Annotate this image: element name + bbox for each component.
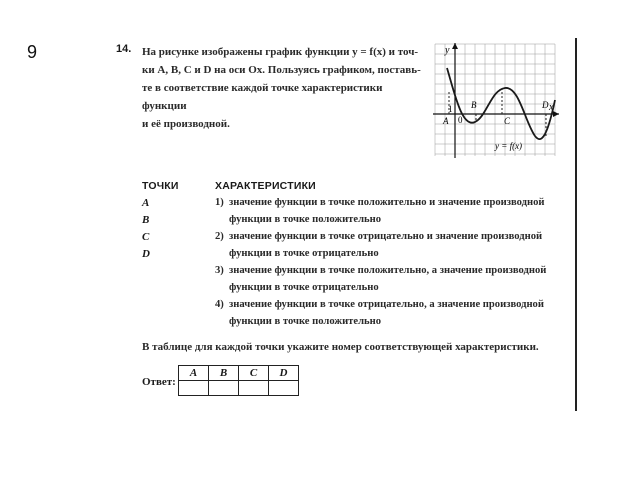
characteristic-4 (215, 296, 570, 330)
answer-cell-c[interactable] (239, 381, 269, 396)
characteristics-header: ХАРАКТЕРИСТИКИ (215, 180, 316, 192)
point-b: B (142, 214, 150, 226)
answer-table-value-row (179, 381, 299, 396)
answer-cell-b[interactable] (209, 381, 239, 396)
point-c: C (142, 231, 150, 243)
point-label-c: C (504, 116, 511, 126)
characteristic-text: функции в точке положительно (229, 214, 382, 225)
x-axis-arrow (553, 111, 559, 117)
problem-number: 14. (116, 43, 132, 55)
intro-line: и её производной. (142, 118, 230, 130)
characteristic-number: 3) (215, 265, 224, 276)
point-label-d: D (542, 100, 549, 110)
answer-label: Ответ: (142, 376, 176, 388)
answer-header-c: C (239, 366, 269, 381)
intro-line: На рисунке изображены график функции y = f(x) и точ- (142, 46, 419, 58)
characteristic-text: значение функции в точке отрицательно, а значение производной (229, 299, 544, 310)
answer-header-b: B (209, 366, 239, 381)
characteristic-3 (215, 262, 570, 296)
intro-line: ки A, B, C и D на оси Ox. Пользуясь графиком, поставь- (142, 64, 421, 76)
characteristic-2 (215, 228, 570, 262)
curve-label: y = f(x) (495, 141, 523, 151)
characteristic-text: значение функции в точке положительно, а значение производной (229, 265, 547, 276)
answer-table-header-row (179, 366, 299, 381)
characteristic-number: 2) (215, 231, 224, 242)
characteristic-text: функции в точке положительно (229, 316, 382, 327)
right-border-line (575, 38, 577, 411)
point-a: A (142, 197, 150, 209)
characteristic-text: функции в точке отрицательно (229, 282, 379, 293)
y-axis-label: y (445, 45, 450, 56)
function-graph (429, 40, 561, 160)
instruction-text: В таблице для каждой точки укажите номер соответствующей характеристики. (142, 341, 539, 353)
characteristic-number: 1) (215, 197, 224, 208)
point-label-a: A (443, 116, 449, 126)
characteristic-text: функции в точке отрицательно (229, 248, 379, 259)
answer-table (178, 365, 299, 396)
characteristic-text: значение функции в точке положительно и значение производной (229, 197, 545, 208)
slide-number: 9 (27, 42, 38, 62)
origin-label: 0 (458, 115, 463, 125)
answer-header-d: D (269, 366, 299, 381)
characteristic-number: 4) (215, 299, 224, 310)
points-header: ТОЧКИ (142, 180, 179, 192)
problem-intro (142, 43, 424, 133)
point-label-b: B (471, 100, 477, 110)
unit-label: 1 (448, 104, 453, 114)
intro-line: те в соответствие каждой точке характеристики функции (142, 82, 383, 112)
answer-header-a: A (179, 366, 209, 381)
answer-cell-a[interactable] (179, 381, 209, 396)
function-curve (447, 68, 555, 139)
characteristic-text: значение функции в точке отрицательно и значение производной (229, 231, 543, 242)
characteristic-1 (215, 194, 570, 228)
x-axis-label: x (549, 102, 554, 113)
answer-cell-d[interactable] (269, 381, 299, 396)
point-d: D (142, 248, 150, 260)
